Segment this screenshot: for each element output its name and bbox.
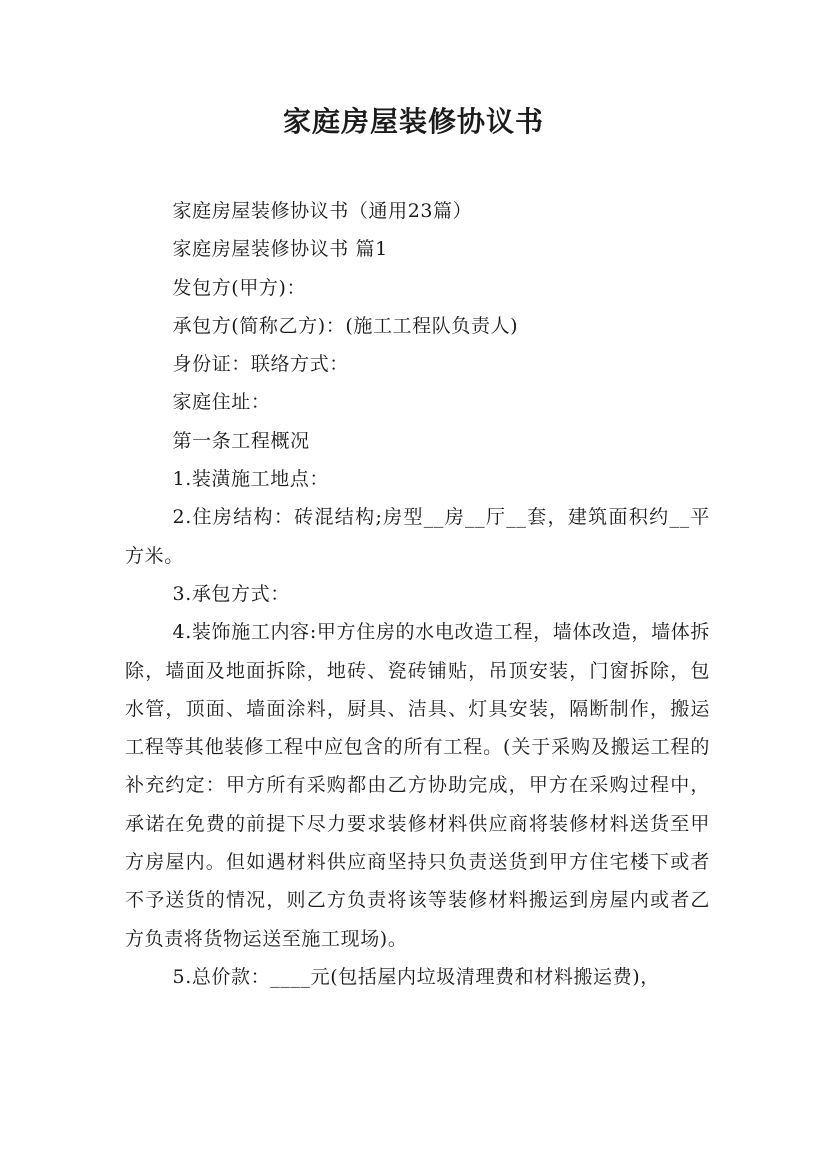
paragraph-party-a: 发包方(甲方)： <box>172 276 307 299</box>
paragraph-party-b: 承包方(简称乙方)：(施工工程队负责人) <box>172 314 519 337</box>
paragraph-item-3: 3.承包方式： <box>172 582 290 605</box>
paragraph-address: 家庭住址： <box>172 391 271 414</box>
paragraph-item-1: 1.装潢施工地点： <box>172 468 330 491</box>
paragraph-id-contact: 身份证：联络方式： <box>172 353 349 376</box>
paragraph-section-heading: 家庭房屋装修协议书 篇1 <box>172 238 388 261</box>
document-title: 家庭房屋装修协议书 <box>282 105 544 138</box>
paragraph-item-2: 2.住房结构：砖混结构;房型__房__厅__套，建筑面积约__平方米。 <box>125 506 710 567</box>
paragraph-article-one: 第一条工程概况 <box>172 429 310 452</box>
paragraph-subtitle: 家庭房屋装修协议书（通用23篇） <box>172 200 473 222</box>
document-body <box>125 192 710 996</box>
paragraph-item-4: 4.装饰施工内容:甲方住房的水电改造工程，墙体改造，墙体拆除，墙面及地面拆除，地砖、瓷砖铺贴，吊顶安装，门窗拆除，包水管，顶面、墙面涂料，厨具、洁具、灯具安装，隔断制作，搬运工程等其他装修工程中应包含的所有工程。(关于采购及搬运工程的补充约定：甲方所有采购都由乙方协助完成，甲方在采购过程中，承诺在免费的前提下尽力要求装修材料供应商将装修材料送货至甲方房屋内。但如遇材料供应商坚持只负责送货到甲方住宅楼下或者不予送货的情况，则乙方负责将该等装修材料搬运到房屋内或者乙方负责将货物运送至施工现场)。 <box>125 621 710 950</box>
paragraph-item-5: 5.总价款：____元(包括屋内垃圾清理费和材料搬运费)， <box>172 965 660 988</box>
